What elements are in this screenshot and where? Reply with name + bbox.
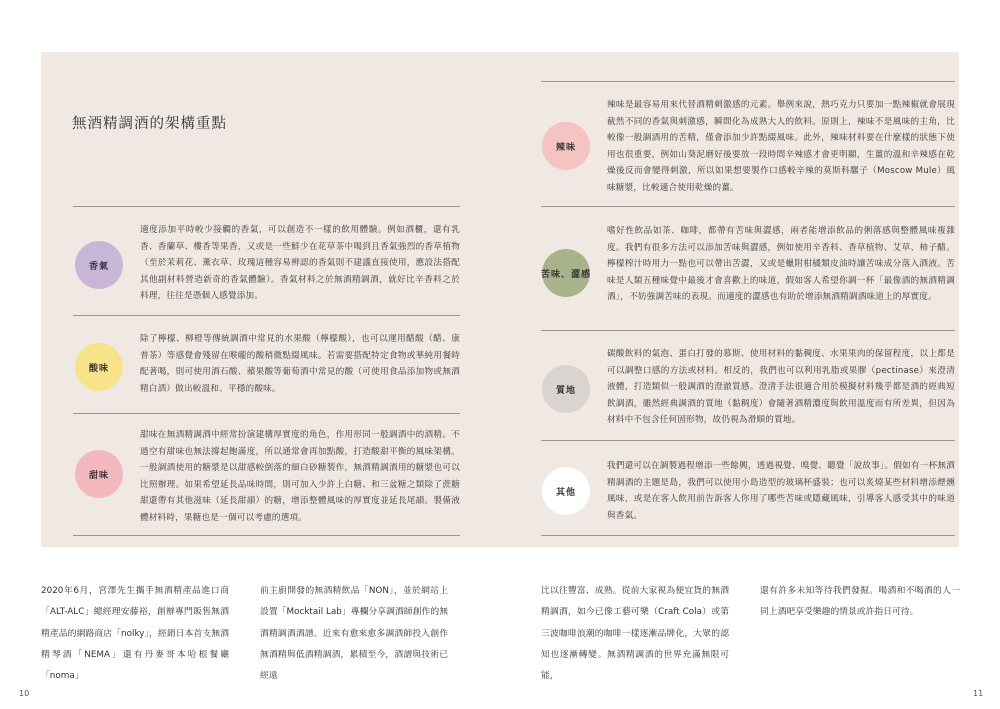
divider [541, 206, 955, 207]
body-column-1: 2020年6月，宮澤先生攜手無酒精產品進口商「ALT-ALC」總經理安藤裕，創辦專門販售無酒精產品的網路商店「nolky」，經銷日本首支無酒精琴酒「NEMA」還有丹麥哥本哈根餐廳「noma」 [41, 586, 229, 682]
spicy-text: 辣味是最容易用來代替酒精刺激感的元素。舉例來說，熱巧克力只要加一點辣椒就會展現截然不同的香氣與刺激感，瞬間化為成熟大人的飲料。原則上，辣味不是風味的主角，比較像一般調酒用的苦精，僅會添加少許點綴風味。此外，辣味材料要在什麼樣的狀態下使用也很重要，例如山葵泥磨好後要放一段時間辛辣感才會更明顯，生薑的溫和辛辣感在乾燥後反而會變得刺激，所以如果想要製作口感較辛辣的莫斯科騾子（Moscow Mule）風味糖漿，比較適合使用乾燥的薑。 [607, 100, 955, 193]
divider [541, 535, 955, 536]
spicy-label: 辣味 [555, 142, 576, 153]
divider [73, 206, 460, 207]
body-column-2: 前主廚開發的無酒精飲品「NON」，並於網站上設置「Mocktail Lab」專欄分享調酒師創作的無酒精調酒酒譜。近來有愈來愈多調酒師投入創作無酒精與低酒精調酒，累積至今，酒譜與技術已經遠 [260, 586, 448, 682]
section-title: 無酒精調酒的架構重點 [72, 116, 227, 132]
aroma-label: 香氣 [88, 261, 109, 272]
divider [541, 440, 955, 441]
sweet-text: 甜味在無酒精調酒中經常扮演建構厚實度的角色，作用形同一般調酒中的酒精。不過空有甜味也無法撐起飽滿度，所以通常會再加點酸，打造酸甜平衡的風味架構。一般調酒使用的糖漿是以甜感較倒落的細白砂糖製作，無酒精調酒用的糖漿也可以比照辦理。如果希望延長品味時間，則可加入少許上白糖、和三盆糖之類除了蔗糖甜還帶有其他滋味（延長甜韻）的糖，增添整體風味的厚實度並延長尾韻。製備液體材料時，果糖也是一個可以考慮的選項。 [140, 430, 460, 523]
other-badge [542, 467, 590, 515]
texture-text: 碳酸飲料的氣泡、蛋白打發的慕斯、使用材料的黏稠度、水果果肉的保留程度，以上都是可以調整口感的方法或材料。相反的，我們也可以利用乳脂或果膠（pectinase）來澄清液體，打造類似一般調酒的澄澈質感。澄清手法很適合用於模擬材料幾乎都是酒的經典短飲調酒，雖然經典調酒的質地（黏稠度）會隨著酒精濃度與飲用溫度而有所差異，但因為材料中不包含任何固形物，故仍視為滑順的質地。 [607, 349, 955, 426]
sour-text: 除了檸檬、柳橙等傳統調酒中常見的水果酸（檸檬酸），也可以運用醋酸（醋、康普茶）等感覺會殘留在喉嚨的酸稍微點綴風味。若需要搭配特定食物或華純用餐時配著喝，則可使用酒石酸、蘋果酸等葡萄酒中常見的酸（可使用食品添加物或無酒精白酒）做出較溫和、平穩的酸味。 [140, 334, 460, 394]
divider [73, 413, 460, 414]
divider [541, 81, 955, 82]
aroma-badge [75, 241, 123, 289]
sweet-label: 甜味 [88, 470, 109, 481]
divider [541, 330, 955, 331]
bitter-label: 苦味、澀感 [541, 269, 592, 280]
spicy-badge [542, 122, 590, 170]
aroma-text: 適度添加平時較少接觸的香氣，可以創造不一樣的飲用體驗。例如酒櫃，還有乳香、香蘭草、樓香等果香，又或是一些鮮少在花草茶中喝到且香氣強烈的香草植物（至於茉莉花、薰衣草、玫瑰這種容易辨認的香氣則不建議直接使用，應設法搭配其他副材料營造新奇的香氣體驗）。香氣材料之於無酒精調酒，就好比辛香料之於料理，往往是憑個人感覺添加。 [140, 225, 460, 302]
divider [73, 535, 460, 536]
page-number-right: 11 [973, 689, 984, 698]
bitter-text: 嗜好性飲品如茶、咖啡，都帶有苦味與澀感，兩者能增添飲品的俐落感與整體風味複雜度。我們有很多方法可以添加苦味與澀感，例如使用辛香料、香草植物、艾草、柿子醋。檸檬榨汁時用力一點也可以帶出苦澀，又或是蠟附柑橘類皮油時讓苦味成分落入酒液。苦味是人類五種味覺中最後才會喜歡上的味道，假如客人希望你調一杯「最像酒的無酒精調酒」，不妨強調苦味的表現。而適度的澀感也有助於增添無酒精調酒味道上的厚實度。 [607, 226, 955, 303]
other-label: 其他 [555, 487, 576, 498]
sweet-badge [75, 450, 123, 498]
bitter-badge [542, 249, 590, 297]
texture-badge [542, 365, 590, 413]
texture-label: 質地 [555, 385, 576, 396]
body-column-4: 還有許多未知等待我們發掘。喝酒和不喝酒的人一同上酒吧享受樂趣的情景或許指日可待。 [760, 586, 960, 618]
sour-label: 酸味 [88, 363, 109, 374]
body-column-3: 比以往豐富、成熟。從前大家視為便宜貨的無酒精調酒，如今已像工藝可樂（Craft Cola）或第三波咖啡浪潮的咖啡一樣逐漸品牌化，大眾的認知也逐漸轉變。無酒精調酒的世界充滿無限可能， [541, 586, 729, 682]
page-number-left: 10 [19, 689, 30, 698]
other-text: 我們還可以在調製過程增添一些餘興，透過視覺、嗅覺、聽覺「說故事」。假如有一杯無酒精調酒的主題是島，我們可以使用小島造型的玻璃杯盛裝；也可以炙燒某些材料增添煙燻風味，或是在客人飲用前告訴客人你用了哪些苦味或隱藏風味，引導客人感受其中的味道與香氣。 [607, 461, 955, 521]
divider [73, 315, 460, 316]
sour-badge [75, 343, 123, 391]
